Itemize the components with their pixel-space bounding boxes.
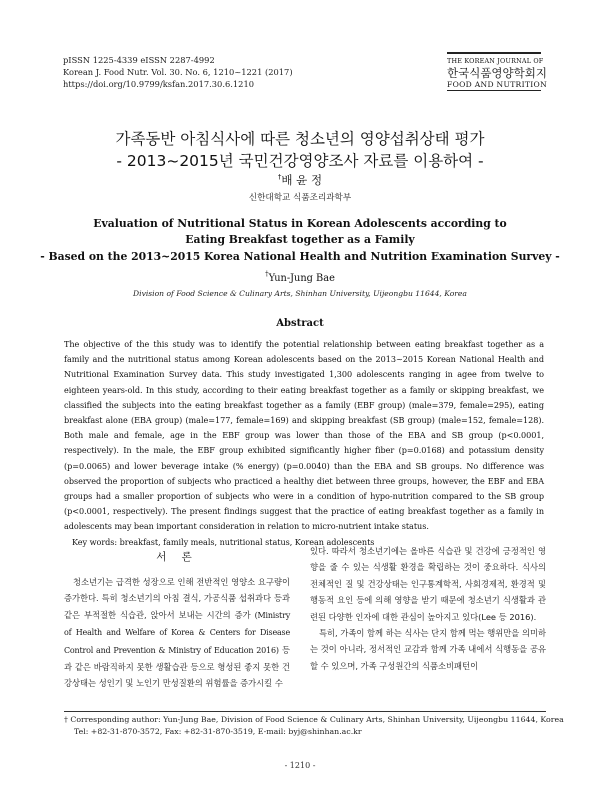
- journal-name-en-top: THE KOREAN JOURNAL OF: [447, 57, 544, 65]
- korean-title-line1: 가족동반 아침식사에 따른 청소년의 영양섭취상태 평가: [115, 130, 485, 148]
- right-column: [310, 543, 546, 674]
- footnote-line1: † Corresponding author: Yun-Jung Bae, Division of Food Science & Culinary Arts, Shinhan University, Uijeongbu 11644, Korea: [64, 715, 564, 724]
- korean-author: [0, 172, 600, 188]
- korean-affiliation: 신한대학교 식품조리과학부: [248, 193, 352, 203]
- journal-logo: [447, 52, 548, 91]
- intro-paragraph-continued: 있다. 따라서 청소년기에는 올바른 식습관 및 건강에 긍정적인 영향을 줄 수 있는 식생활 환경을 확립하는 것이 중요하다. 식사의 전체적인 질 및 건강상태는 인구통계학적, 사회경제적, 환경적 및 행동적 요인 등에 의해 영향을 받기 때문에 청소년기 식생활과 관련된 다양한 인자에 대한 관심이 높아지고 있다(Lee 등 2016).: [310, 546, 546, 622]
- intro-paragraph-2: 특히, 가족이 함께 하는 식사는 단지 함께 먹는 행위만을 의미하는 것이 아니라, 정서적인 교감과 함께 가족 내에서 식행동을 공유할 수 있으며, 가족 구성원간의 식품소비패턴이: [310, 628, 546, 671]
- corresponding-mark-en: †: [265, 270, 269, 278]
- korean-title-line2: - 2013~2015년 국민건강영양조사 자료를 이용하여 -: [116, 152, 484, 170]
- abstract-heading: Abstract: [276, 318, 324, 329]
- english-author-name: Yun-Jung Bae: [268, 273, 335, 284]
- korean-author-name: 배 윤 정: [281, 173, 323, 187]
- introduction-heading: 서 론: [156, 551, 198, 563]
- doi-link[interactable]: https://doi.org/10.9799/ksfan.2017.30.6.1210: [63, 79, 254, 90]
- corresponding-mark: †: [277, 173, 282, 181]
- abstract-section: [64, 337, 544, 550]
- english-title-line1: Evaluation of Nutritional Status in Korean Adolescents according to: [93, 217, 507, 230]
- citation-line: Korean J. Food Nutr. Vol. 30. No. 6, 1210~1221 (2017): [63, 67, 293, 78]
- journal-name-ko: 한국식품영양학회지: [447, 66, 547, 80]
- intro-text-a: 청소년기는 급격한 성장으로 인해 전반적인 영양소 요구량이 증가한다. 특히 청소년기의 아침 결식, 가공식품 섭취과다 등과 같은 부적절한 식습관, 앉아서 보내는 시간의 증가: [64, 577, 290, 620]
- left-column: [64, 574, 290, 692]
- footnote-divider: [64, 711, 546, 712]
- footnote-line2: Tel: +82-31-870-3572, Fax: +82-31-870-3519, E-mail: byj@shinhan.ac.kr: [74, 727, 362, 736]
- page-number: - 1210 -: [284, 761, 316, 770]
- abstract-body: The objective of the this study was to identify the potential relationship between eating breakfast together as a family and the nutritional status among Korean adolescents based on the 2013~2015 Korean National Health and Nutritional Examination Survey data. This study investigated 1,300 adolescents ranging in agee from twelve to eighteen years-old. In this study, according to their eating breakfast together as a family or skipping breakfast, we classified the subjects into the eating breakfast together as a family (EBF group) (male=379, female=295), eating breakfast alone (EBA group) (male=177, female=169) and skipping breakfast (SB group) (male=152, female=128). Both male and female, age in the EBF group was lower than those of the EBA and SB group (p<0.0001, respectively). In the male, the EBF group exhibited significantly higher fiber (p=0.0168) and potassium density (p=0.0065) and lower beverage intake (% energy) (p=0.0040) than the EBA and SB groups. No difference was observed the proportion of subjects who practiced a healthy diet between three groups, however, the EBF and EBA groups had a smaller proportion of subjects who were in a condition of hypo-nutrition compared to the SB group (p<0.0001, respectively). The present findings suggest that the practice of eating breakfast together as a family in adolescents may bean important consideration in relation to micro-nutrient intake status.: [64, 339, 544, 532]
- intro-text-b: 등과 같은 바람직하지 못한 생활습관 등으로 형성된 좋지 못한 건강상태는 성인기 및 노인기 만성질환의 위험률을 증가시킬 수: [64, 644, 290, 689]
- english-author: [0, 270, 600, 284]
- journal-citation-block: [63, 54, 293, 91]
- intro-citation: (Ministry of Health and Welfare of Korea & Centers for Disease Control and Prevention & Ministry of Education 2016): [64, 610, 291, 655]
- english-title-line2: Eating Breakfast together as a Family: [185, 233, 415, 246]
- keywords: Key words: breakfast, family meals, nutritional status, Korean adolescents: [72, 536, 375, 547]
- english-title-line3: - Based on the 2013~2015 Korea National Health and Nutrition Examination Survey -: [40, 250, 560, 263]
- issn-line: pISSN 1225-4339 eISSN 2287-4992: [63, 55, 215, 65]
- footnote: [64, 714, 564, 738]
- english-affiliation: Division of Food Science & Culinary Arts, Shinhan University, Uijeongbu 11644, Korea: [133, 289, 467, 298]
- journal-name-en-bottom: FOOD AND NUTRITION: [447, 80, 548, 89]
- intro-paragraph-1: [64, 574, 290, 692]
